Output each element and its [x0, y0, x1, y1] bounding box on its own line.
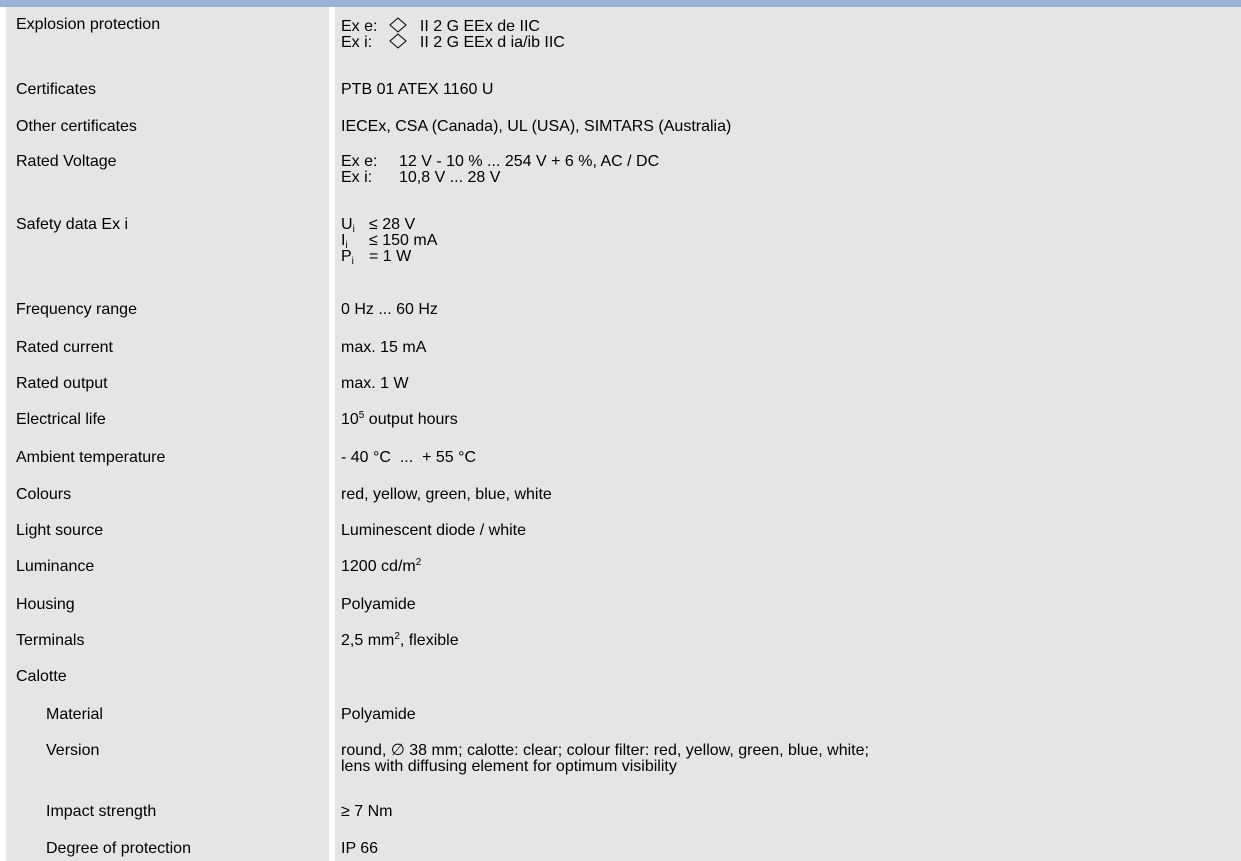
value-impact-strength: ≥ 7 Nm [341, 803, 393, 820]
value-degree-of-protection: IP 66 [341, 840, 379, 857]
value-explosion-protection: Ex e: II 2 G EEx de IIC Ex i: II 2 G EEx d ia/ib IIC [341, 18, 565, 51]
header-bar [0, 0, 1241, 7]
label-rated-output: Rated output [16, 375, 108, 392]
value-light-source: Luminescent diode / white [341, 522, 526, 539]
label-luminance: Luminance [16, 558, 95, 575]
label-light-source: Light source [16, 522, 104, 539]
label-explosion-protection: Explosion protection [16, 16, 161, 33]
value-electrical-life: $10^5$ output hours [341, 410, 458, 428]
value-material: Polyamide [341, 706, 416, 723]
spec-table [6, 7, 1241, 861]
ex-marking-icon [389, 33, 415, 51]
value-other-certificates: IECEx, CSA (Canada), UL (USA), SIMTARS (Australia) [341, 118, 732, 135]
value-colours: red, yellow, green, blue, white [341, 486, 552, 503]
label-rated-current: Rated current [16, 339, 113, 356]
label-housing: Housing [16, 596, 75, 613]
value-version: round, ∅ 38 mm; calotte: clear; colour filter: red, yellow, green, blue, white; lens with diffusing element for optimum visibility [341, 742, 869, 775]
label-impact-strength: Impact strength [46, 803, 157, 820]
label-colours: Colours [16, 486, 72, 503]
value-luminance: 1200 $cd/m^2$ [341, 557, 422, 575]
label-frequency-range: Frequency range [16, 301, 137, 318]
value-column [335, 7, 1241, 861]
label-calotte: Calotte [16, 668, 67, 685]
label-certificates: Certificates [16, 81, 97, 98]
value-housing: Polyamide [341, 596, 416, 613]
label-degree-of-protection: Degree of protection [46, 840, 191, 857]
label-column [6, 7, 329, 861]
label-safety-data: Safety data Ex i [16, 216, 129, 233]
label-material: Material [46, 706, 103, 723]
label-electrical-life: Electrical life [16, 411, 106, 428]
label-version: Version [46, 742, 100, 759]
value-rated-voltage: Ex e: 12 V - 10 % ... 254 V + 6 %, AC / DC Ex i: 10,8 V ... 28 V [341, 153, 660, 186]
value-terminals: 2,5 $mm^2$, flexible [341, 631, 459, 649]
label-terminals: Terminals [16, 632, 85, 649]
value-rated-output: max. 1 W [341, 375, 409, 392]
label-rated-voltage: Rated Voltage [16, 153, 117, 170]
value-rated-current: max. 15 mA [341, 339, 427, 356]
value-frequency-range: 0 Hz ... 60 Hz [341, 301, 438, 318]
value-safety-data: Ui ≤ 28 V Ii ≤ 150 mA Pi = 1 W [341, 216, 438, 267]
value-ambient-temperature: - 40 °C ... + 55 °C [341, 449, 477, 466]
label-ambient-temperature: Ambient temperature [16, 449, 166, 466]
value-certificates: PTB 01 ATEX 1160 U [341, 81, 494, 98]
label-other-certificates: Other certificates [16, 118, 137, 135]
